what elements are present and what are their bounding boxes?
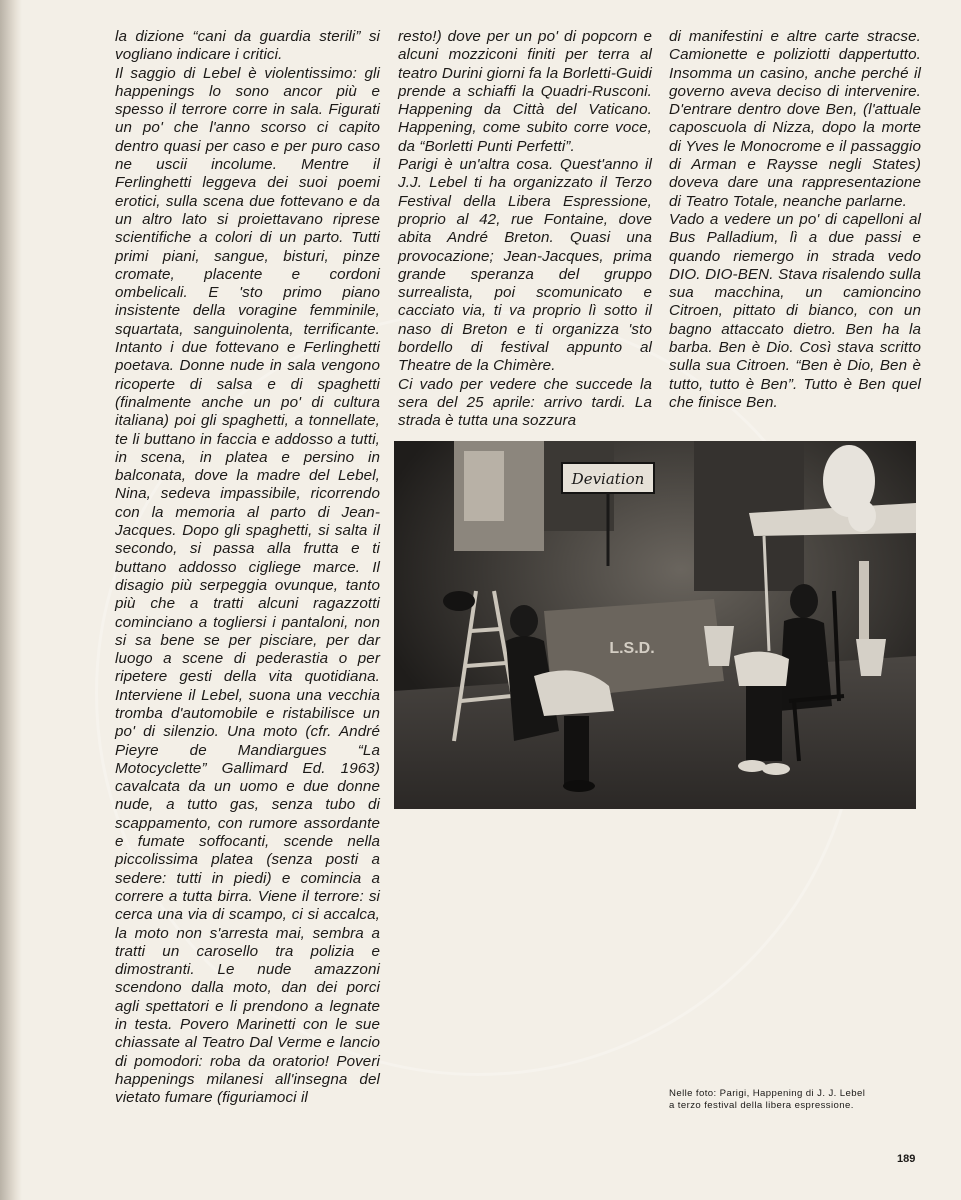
photo-caption bbox=[669, 1088, 921, 1112]
crate-label: L.S.D. bbox=[609, 640, 655, 657]
caption-line: Nelle foto: Parigi, Happening di J. J. Lebel bbox=[669, 1088, 866, 1099]
article-column-2 bbox=[398, 28, 652, 431]
sign-label: Deviation bbox=[571, 470, 645, 488]
paragraph: resto!) dove per un po' di popcorn e alcuni mozziconi finiti per terra al teatro Durini giorni fa la Borletti-Guidi prende a schiaffi la Quadri-Rusconi. Happening da Città del Vaticano. Happening, come subito corre voce, da “Borletti Punti Perfetti”. bbox=[398, 28, 652, 155]
caption-line: a terzo festival della libera espressione. bbox=[669, 1100, 854, 1111]
happening-photo bbox=[394, 441, 916, 809]
page-number: 189 bbox=[897, 1153, 916, 1165]
article-column-3 bbox=[669, 28, 921, 412]
paragraph: Parigi è un'altra cosa. Quest'anno il J.J. Lebel ti ha organizzato il Terzo Festival della Libera Espressione, proprio al 42, rue Fontaine, dove abita André Breton. Quasi una provocazione; Jean-Jacques, prima grande speranza del gruppo surrealista, poi scomunicato e cacciato via, ti va proprio lì sotto il naso di Breton e ti organizza 'sto bordello di festival appunto al Theatre de la Chimère. bbox=[398, 156, 652, 375]
paragraph: Vado a vedere un po' di capelloni al Bus Palladium, lì a due passi e quando riemergo in strada vedo DIO. DIO-BEN. Stava risalendo sulla sua macchina, un camioncino Citroen, pittato di bianco, con un bagno attaccato dietro. Ben ha la barba. Ben è Dio. Così stava scritto sulla sua Citroen. “Ben è Dio, Ben è tutto, tutto è Ben”. Tutto è Ben quel che finisce Ben. bbox=[669, 210, 921, 411]
paragraph: Il saggio di Lebel è violentissimo: gli happenings lo sono ancor più e spesso il terrore corre in sala. Figurati un po' che l'anno scorso ci capito dentro quasi per caso e per puro caso ne uscii incolume. Mentre il Ferlinghetti leggeva dei suoi poemi erotici, sulla scena due fottevano e da un altro lato si proiettavano riprese scientifiche a colori di un parto. Tutti primi piani, sangue, bisturi, pinze cromate, placente e cordoni ombelicali. E 'sto primo piano insistente della voragine femminile, squartata, sanguinolenta, terrificante. Intanto i due fottevano e Ferlinghetti poetava. Donne nude in sala vengono ricoperte di salsa e di spaghetti (finalmente anche un po' di cultura italiana) poi gli spaghetti, a tonnellate, te li buttano in faccia e addosso a tutti, in scena, in platea e persino in balconata, dove la madre del Lebel, Nina, sedeva impassibile, ricorrendo con la memoria al parto di Jean-Jacques. Dopo gli spaghetti, si salta il secondo, si passa alla frutta e ti buttano addosso cigliege marce. Il disagio più serpeggia ovunque, tanto più che a tratti alcuni ragazzotti cominciano a togliersi i pantaloni, non si sa bene se per pisciare, per dar luogo a scene di pederastia o per ripetere gesti della vita quotidiana. Interviene il Lebel, suona una vecchia tromba d'automobile e ristabilisce un po' di silenzio. Una moto (cfr. André Pieyre de Mandiargues “La Motocyclette” Gallimard Ed. 1963) cavalcata da un uomo e due donne nude, a tutto gas, senza tubo di scappamento, con rumore assordante e fumate soffocanti, scende nella piccolissima platea (senza posti a sedere: tutti in piedi) e comincia a correre a tutta birra. Viene il terrore: si cerca una via di scampo, ci si accalca, la moto non s'arresta mai, sembra a tratti un carosello tra polizia e dimostranti. Le nude amazzoni scendono dalla moto, dan dei porci agli spettatori e li prendono a legnate in testa. Povero Marinetti con le sue chiassate al Teatro Dal Verme e lancio di pomodori: roba da oratorio! Poveri happenings milanesi all'insegna del vietato fumare (figuriamoci il bbox=[115, 64, 380, 1107]
paragraph: di manifestini e altre carte stracse. Camionette e poliziotti dappertutto. Insomma un casino, anche perché il governo aveva deciso di intervenire. D'entrare dentro dove Ben, (l'attuale caposcuola di Nizza, dopo la morte di Yves le Monocrome e il passaggio di Arman e Raysse negli States) doveva dare una rappresentazione di Teatro Totale, neanche parlarne. bbox=[669, 28, 921, 210]
article-column-1 bbox=[115, 28, 380, 1108]
paragraph: la dizione “cani da guardia sterili” si vogliano indicare i critici. bbox=[115, 28, 380, 64]
page-spine-shadow bbox=[0, 0, 22, 1200]
paragraph: Ci vado per vedere che succede la sera del 25 aprile: arrivo tardi. La strada è tutta una sozzura bbox=[398, 375, 652, 430]
